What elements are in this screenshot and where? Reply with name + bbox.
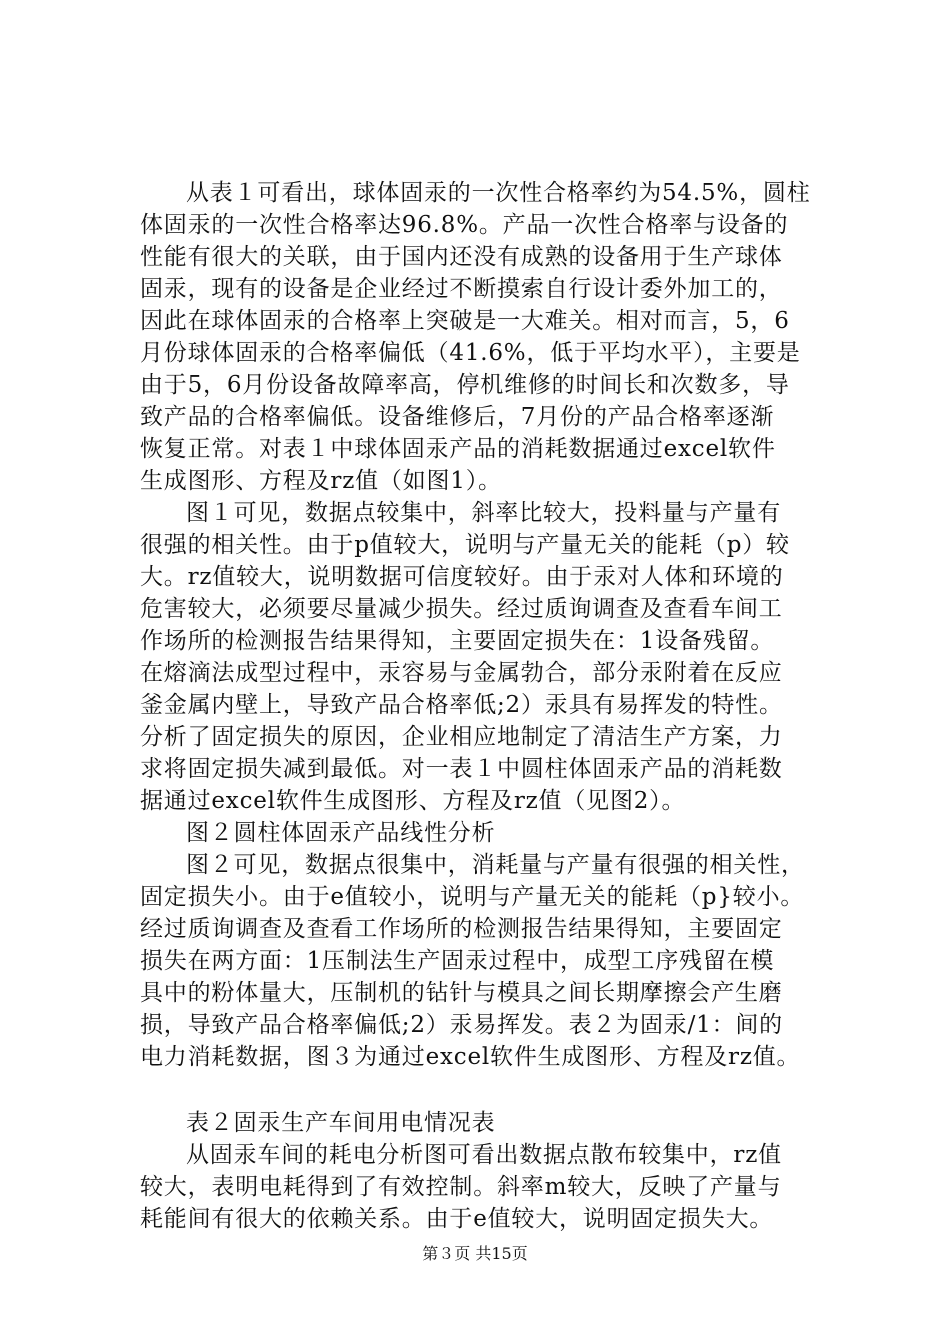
text-line: 损失在两方面：1压制法生产固汞过程中，成型工序残留在模 <box>140 948 775 974</box>
text-line: 损，导致产品合格率偏低;2）汞易挥发。表２为固汞/1：间的 <box>140 1012 783 1038</box>
text-line: 大。rz值较大，说明数据可信度较好。由于汞对人体和环境的 <box>140 564 784 590</box>
text-line: 体固汞的一次性合格率达96.8%。产品一次性合格率与设备的 <box>140 212 789 238</box>
text-line: 耗能间有很大的依赖关系。由于e值较大，说明固定损失大。 <box>140 1206 774 1232</box>
table-caption: 表２固汞生产车间用电情况表 <box>186 1110 496 1136</box>
text-line: 恢复正常。对表１中球体固汞产品的消耗数据通过excel软件 <box>140 436 776 462</box>
text-line: 很强的相关性。由于p值较大，说明与产量无关的能耗（p）较 <box>140 532 790 558</box>
text-line: 固汞，现有的设备是企业经过不断摸索自行设计委外加工的， <box>140 276 783 302</box>
page-number: 第３页 共15页 <box>422 1244 528 1263</box>
text-line: 图１可见，数据点较集中，斜率比较大，投料量与产量有 <box>186 500 781 526</box>
text-line: 作场所的检测报告结果得知，主要固定损失在：1设备残留。 <box>140 628 775 654</box>
text-line: 生成图形、方程及rz值（如图1）。 <box>140 468 502 494</box>
text-line: 固定损失小。由于e值较小，说明与产量无关的能耗（p}较小。 <box>140 884 805 910</box>
text-line: 月份球体固汞的合格率偏低（41.6%，低于平均水平），主要是 <box>140 340 801 366</box>
text-line: 釜金属内壁上，导致产品合格率低;2）汞具有易挥发的特性。 <box>140 692 783 718</box>
text-line: 经过质询调查及查看工作场所的检测报告结果得知，主要固定 <box>140 916 783 942</box>
body-text <box>140 177 860 1235</box>
text-line: 分析了固定损失的原因，企业相应地制定了清洁生产方案，力 <box>140 724 783 750</box>
text-line: 求将固定损失减到最低。对一表１中圆柱体固汞产品的消耗数 <box>140 756 783 782</box>
text-line: 从表１可看出，球体固汞的一次性合格率约为54.5%，圆柱 <box>186 180 811 206</box>
text-line: 性能有很大的关联，由于国内还没有成熟的设备用于生产球体 <box>140 244 783 270</box>
text-line: 较大，表明电耗得到了有效控制。斜率m较大，反映了产量与 <box>140 1174 782 1200</box>
text-line: 从固汞车间的耗电分析图可看出数据点散布较集中，rz值 <box>186 1142 782 1168</box>
text-line: 在熔滴法成型过程中，汞容易与金属勃合，部分汞附着在反应 <box>140 660 783 686</box>
text-line: 图２可见，数据点很集中，消耗量与产量有很强的相关性， <box>186 852 805 878</box>
text-line: 危害较大，必须要尽量减少损失。经过质询调查及查看车间工 <box>140 596 783 622</box>
text-line: 电力消耗数据，图３为通过excel软件生成图形、方程及rz值。 <box>140 1044 801 1070</box>
text-line: 因此在球体固汞的合格率上突破是一大难关。相对而言，5，6 <box>140 308 790 334</box>
text-line: 由于5，6月份设备故障率高，停机维修的时间长和次数多，导 <box>140 372 790 398</box>
text-line: 具中的粉体量大，压制机的钻针与模具之间长期摩擦会产生磨 <box>140 980 783 1006</box>
text-line: 致产品的合格率偏低。设备维修后，7月份的产品合格率逐渐 <box>140 404 775 430</box>
figure-caption: 图２圆柱体固汞产品线性分析 <box>186 820 496 846</box>
blank-line <box>140 1073 860 1107</box>
text-line: 据通过excel软件生成图形、方程及rz值（见图2）。 <box>140 788 686 814</box>
